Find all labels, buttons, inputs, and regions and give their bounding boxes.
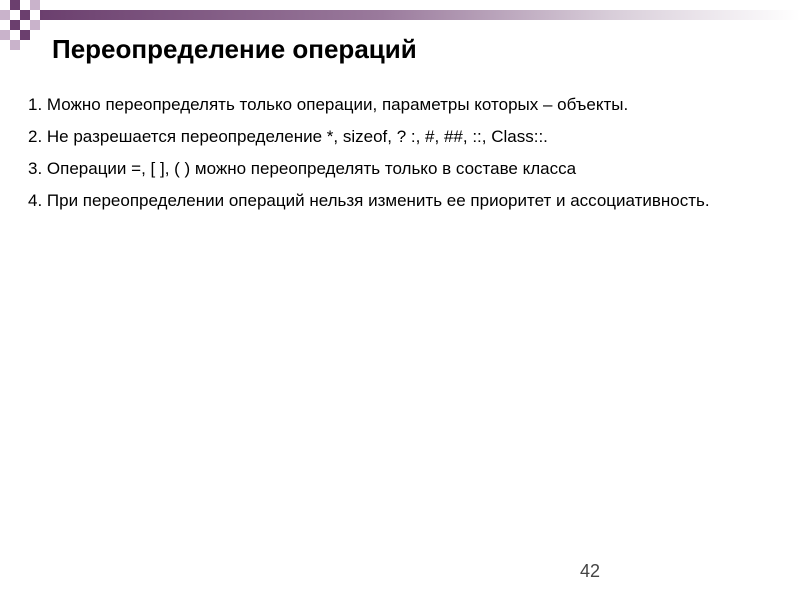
decor-square bbox=[30, 20, 40, 30]
list-item: 2. Не разрешается переопределение *, sizeof, ? :, #, ##, ::, Class::. bbox=[28, 127, 548, 146]
decor-square bbox=[20, 10, 30, 20]
header-band bbox=[40, 10, 800, 20]
decor-square bbox=[10, 40, 20, 50]
decor-square bbox=[0, 10, 10, 20]
decor-square bbox=[10, 20, 20, 30]
decor-square bbox=[20, 30, 30, 40]
slide-title: Переопределение операций bbox=[52, 34, 417, 64]
content-list bbox=[28, 93, 768, 221]
page-number: 42 bbox=[580, 561, 601, 581]
decor-square bbox=[30, 0, 40, 10]
decor-square bbox=[10, 0, 20, 10]
decor-square bbox=[0, 30, 10, 40]
list-item: 1. Можно переопределять только операции, параметры которых – объекты. bbox=[28, 95, 629, 114]
list-item: 3. Операции =, [ ], ( ) можно переопределять только в составе класса bbox=[28, 159, 577, 178]
list-item: 4. При переопределении операций нельзя изменить ее приоритет и ассоциативность. bbox=[28, 191, 710, 210]
